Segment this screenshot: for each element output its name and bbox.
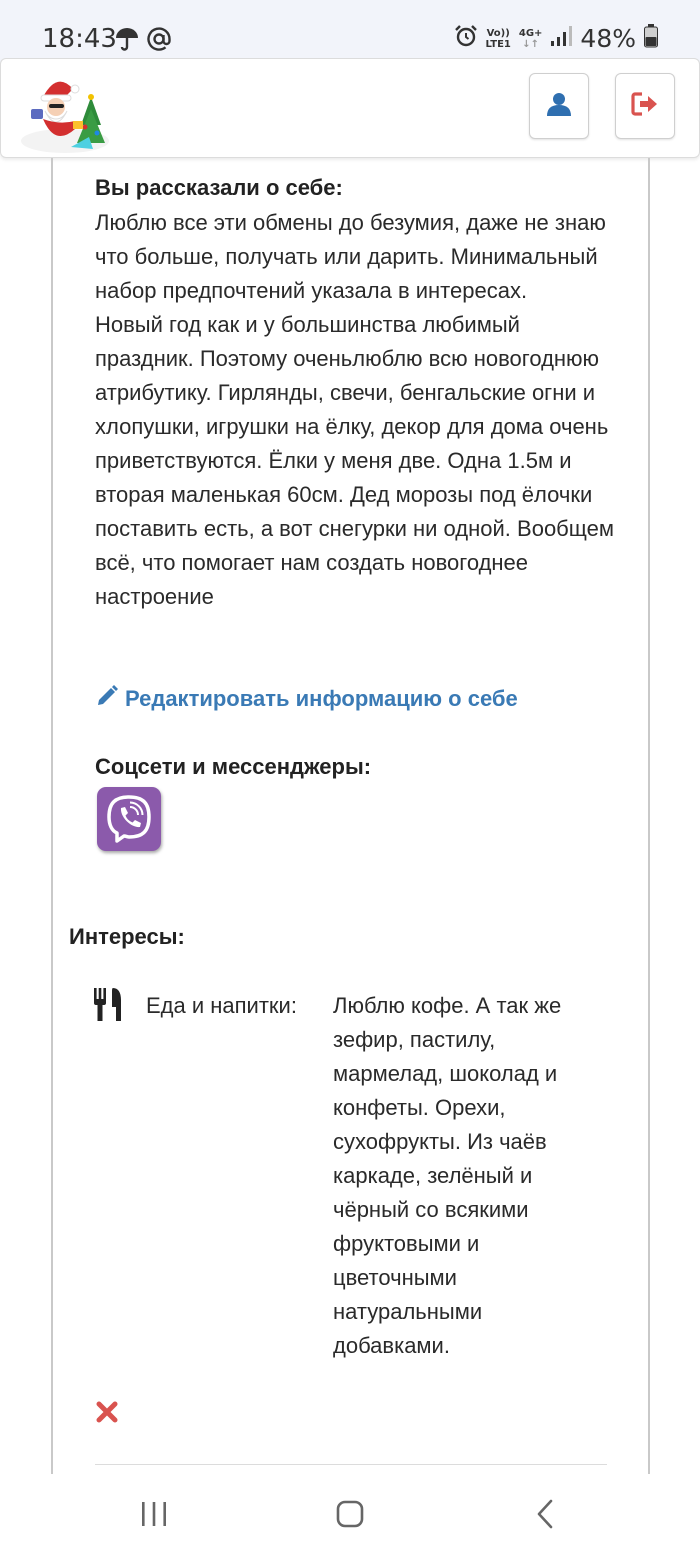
pencil-icon <box>95 684 119 714</box>
about-text <box>95 206 615 614</box>
volte-label-top: Vo)) <box>486 27 510 39</box>
battery-icon <box>644 24 658 53</box>
interest-value: Люблю кофе. А так же зефир, пастилу, мармелад, шоколад и конфеты. Орехи, сухофрукты. Из чаёв каркаде, зелёный и чёрный со всякими фруктовыми и цветочными натуральными добавками. <box>333 993 562 1358</box>
volte-icon <box>486 28 511 50</box>
viber-icon[interactable] <box>97 787 161 851</box>
back-icon[interactable] <box>516 1494 576 1534</box>
alarm-icon <box>454 24 478 53</box>
recent-apps-icon[interactable] <box>124 1494 184 1534</box>
interests-section-title: Интересы: <box>69 924 185 949</box>
social-section-title: Соцсети и мессенджеры: <box>95 754 372 779</box>
signal-icon <box>550 25 572 52</box>
about-paragraph: Люблю все эти обмены до безумия, даже не знаю что больше, получать или дарить. Минимальный набор предпочтений указала в интересах. <box>95 210 606 303</box>
user-icon <box>546 91 572 122</box>
home-icon[interactable] <box>320 1494 380 1534</box>
status-left-icons <box>114 26 172 57</box>
edit-about-link[interactable] <box>95 684 518 714</box>
interest-label: Еда и напитки: <box>146 993 297 1018</box>
about-paragraph: Новый год как и у большинства любимый праздник. Поэтому оченьлюблю всю новогоднюю атрибутику. Гирлянды, свечи, бенгальские огни и хлопушки, игрушки на ёлку, декор для дома очень приветствуются. Ёлки у меня две. Одна 1.5м и вторая маленькая 60см. Дед морозы под ёлочки поставить есть, а вот снегурки ни одной. Вообщем всё, что помогает нам создать новогоднее настроение <box>95 312 614 609</box>
santa-logo-icon[interactable] <box>19 67 115 157</box>
fork-knife-icon <box>94 988 122 1027</box>
at-icon <box>146 26 172 57</box>
site-header <box>0 58 700 158</box>
logout-button[interactable] <box>615 73 675 139</box>
logout-icon <box>631 91 659 122</box>
section-divider <box>95 1464 607 1465</box>
about-section-title: Вы рассказали о себе: <box>95 175 343 200</box>
battery-level: 48% <box>580 24 636 53</box>
net-type: 4G+ ↓↑ <box>518 27 543 50</box>
edit-about-link-label: Редактировать информацию о себе <box>125 686 518 711</box>
volte-label-bottom: LTE1 <box>485 38 511 50</box>
content-frame-left-border <box>51 158 53 1474</box>
close-icon[interactable] <box>96 1401 118 1428</box>
profile-button[interactable] <box>529 73 589 139</box>
status-time: 18:43 <box>42 24 117 54</box>
content-frame-right-border <box>648 158 650 1474</box>
status-right-icons <box>454 24 658 53</box>
system-nav-bar <box>0 1474 700 1556</box>
net-type-label: 4G+ <box>518 27 543 39</box>
umbrella-icon <box>114 26 140 57</box>
